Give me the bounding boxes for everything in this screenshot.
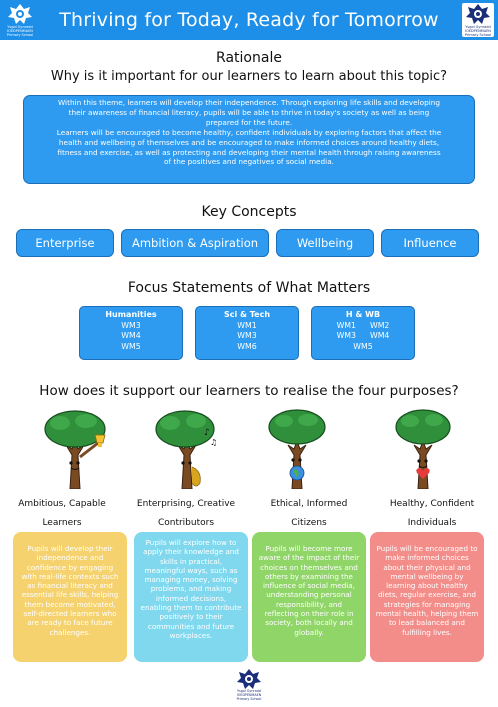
- purpose-card-line: reflecting on their role in: [264, 609, 354, 619]
- purpose-card-line: with real-life contexts such: [21, 571, 119, 581]
- wm-title: Sci & Tech: [223, 310, 271, 319]
- header-banner: [0, 0, 498, 40]
- tree-saxophone-icon: [152, 405, 222, 489]
- purpose-card-line: to lead balanced and: [389, 618, 465, 628]
- purpose-card-line: fulfilling lives.: [402, 627, 452, 637]
- logo-text-1: Ysgol Gynradd: [7, 25, 33, 29]
- wm-row: [312, 321, 414, 332]
- wm-line: WM4: [370, 331, 390, 340]
- purpose-title-line: Ambitious, Capable: [18, 499, 106, 509]
- purpose-card-line: self-directed learners who: [23, 609, 117, 619]
- svg-text:♫: ♫: [210, 438, 218, 447]
- wm-hwb: [311, 306, 415, 360]
- purpose-card-line: them become motivated,: [24, 599, 116, 609]
- purpose-card-line: as financial literacy and: [27, 581, 113, 591]
- rationale-line: of the positives and negatives of social media.: [164, 157, 334, 167]
- purpose-card-line: Pupils will explore how to: [145, 538, 237, 547]
- concept-enterprise: Enterprise: [16, 229, 114, 257]
- wm-title: Humanities: [105, 310, 157, 319]
- purpose-title: [248, 495, 370, 533]
- rationale-heading: Rationale: [216, 50, 282, 66]
- purpose-title: [0, 495, 124, 533]
- purpose-card-line: make informed choices: [385, 553, 469, 563]
- purpose-card-line: Pupils will develop their: [27, 544, 113, 553]
- wm-line: WM3: [121, 320, 141, 330]
- purpose-card-line: about their physical and: [383, 562, 471, 572]
- purpose-card-ethical: [252, 532, 366, 662]
- logo-text-3: Primary School: [6, 33, 34, 37]
- svg-text:♪: ♪: [204, 428, 210, 438]
- rationale-line: health and wellbeing of themselves and be encouraged to make informed choices around healthy diets,: [58, 137, 440, 147]
- purpose-card-line: aware of the impact of their: [258, 553, 360, 563]
- purpose-card-line: understanding personal: [266, 590, 352, 600]
- wm-line: WM3: [237, 331, 257, 340]
- wm-line: WM6: [237, 341, 257, 351]
- purpose-card-line: learning about healthy: [386, 581, 468, 591]
- purpose-card-line: informed decisions,: [155, 593, 227, 603]
- tree-heart-icon: [388, 405, 458, 489]
- wm-row: [312, 331, 414, 342]
- rationale-line: Within this theme, learners will develop their independence. Through exploring life skills and developing: [58, 98, 440, 107]
- purpose-title-line: Healthy, Confident: [389, 499, 475, 509]
- logo-text-1: Ysgol Gynradd: [237, 689, 261, 693]
- wm-line: WM3: [336, 331, 356, 340]
- purpose-card-healthy: [370, 532, 484, 662]
- purpose-title: [370, 495, 494, 533]
- purpose-card-line: mental health, helping them: [375, 609, 479, 619]
- purpose-title-line: Individuals: [407, 518, 457, 528]
- wm-line: WM5: [353, 341, 373, 351]
- purpose-card-line: society, both locally and: [265, 618, 353, 628]
- purpose-card-line: globally.: [294, 627, 324, 637]
- wm-line: WM1: [336, 320, 356, 330]
- purpose-card-line: mental wellbeing by: [390, 571, 464, 581]
- wm-line: WM4: [121, 331, 141, 340]
- purpose-card-line: Pupils will become more: [265, 544, 353, 553]
- wm-line: WM1: [237, 320, 257, 330]
- school-logo-icon: [231, 668, 267, 706]
- purpose-card-enterprising: [134, 532, 248, 662]
- purpose-card-line: enabling them to contribute: [140, 603, 242, 613]
- rationale-line: prepared for the future.: [205, 117, 293, 127]
- wm-sci-tech: [195, 306, 299, 360]
- wm-line: WM5: [121, 341, 141, 351]
- purpose-card-line: Pupils will be encouraged to: [376, 544, 478, 553]
- purpose-card-line: essential life skills, helping: [21, 590, 119, 600]
- purpose-card-line: are ready to face future: [27, 618, 113, 628]
- key-concepts: [0, 229, 498, 257]
- logo-text-3: Primary School: [464, 33, 492, 37]
- purpose-card-line: problems, and making: [150, 584, 232, 594]
- rationale-line: Learners will be encouraged to become healthy, confident individuals by exploring factors that affect the: [56, 127, 442, 137]
- school-logo-icon: [462, 3, 494, 37]
- rationale-line: fitness and exercise, as well as protecting and developing their mental health through raising awareness: [57, 147, 441, 157]
- purpose-card-line: challenges.: [49, 627, 91, 637]
- purpose-card-line: skills in practical,: [159, 556, 223, 566]
- purpose-card-line: communities and future: [147, 621, 235, 631]
- purpose-card-line: others by examining the: [265, 571, 353, 581]
- purpose-card-ambitious: [13, 532, 127, 662]
- logo-text-2: IOEDPENMAEN: [465, 29, 491, 33]
- purpose-card-line: positively to their: [159, 612, 223, 622]
- concept-influence: Influence: [381, 229, 479, 257]
- purpose-card-line: workplaces.: [169, 630, 213, 640]
- tree-globe-icon: [262, 405, 332, 489]
- purpose-title-line: Contributors: [157, 518, 215, 528]
- logo-text-3: Primary School: [236, 696, 262, 701]
- purpose-card-line: independence and: [36, 553, 104, 563]
- purpose-title-line: Learners: [42, 518, 82, 528]
- purpose-title-line: Citizens: [291, 518, 327, 528]
- purpose-card-line: choices on themselves and: [260, 562, 358, 572]
- purpose-card-line: responsibility, and: [276, 599, 342, 609]
- purposes-heading: How does it support our learners to realise the four purposes?: [39, 383, 459, 399]
- tree-trophy-icon: [40, 405, 110, 489]
- purpose-card-line: managing money, solving: [144, 575, 238, 585]
- purpose-title-line: Ethical, Informed: [270, 499, 348, 509]
- purpose-card-line: meaningful ways, such as: [144, 565, 238, 575]
- purpose-title-line: Enterprising, Creative: [136, 499, 236, 509]
- rationale-question: Why is it important for our learners to learn about this topic?: [50, 69, 448, 84]
- rationale-line: their awareness of financial literacy, pupils will be able to thrive in today's society as well as being: [68, 107, 430, 117]
- purpose-card-line: confidence by engaging: [26, 562, 114, 572]
- focus-heading: Focus Statements of What Matters: [127, 280, 371, 296]
- purpose-card-line: diets, regular exercise, and: [378, 590, 476, 600]
- wm-humanities: [79, 306, 183, 360]
- wm-line: WM2: [370, 320, 390, 330]
- key-concepts-heading: Key Concepts: [201, 204, 297, 220]
- logo-text-1: Ysgol Gynradd: [465, 25, 491, 29]
- rationale-box: [23, 95, 475, 184]
- purpose-card-line: strategies for managing: [383, 599, 471, 609]
- purpose-title: [124, 495, 248, 533]
- purpose-card-line: apply their knowledge and: [143, 547, 239, 557]
- logo-text-2: IOEDPENMAEN: [7, 29, 33, 33]
- logo-text-2: IOEDPENMAEN: [236, 692, 262, 697]
- purpose-card-line: influence of social media,: [263, 581, 355, 591]
- page-title: Thriving for Today, Ready for Tomorrow: [59, 9, 439, 31]
- concept-ambition: Ambition & Aspiration: [121, 229, 269, 257]
- concept-wellbeing: Wellbeing: [276, 229, 374, 257]
- school-logo-icon: [4, 3, 36, 37]
- wm-title: H & WB: [345, 310, 381, 319]
